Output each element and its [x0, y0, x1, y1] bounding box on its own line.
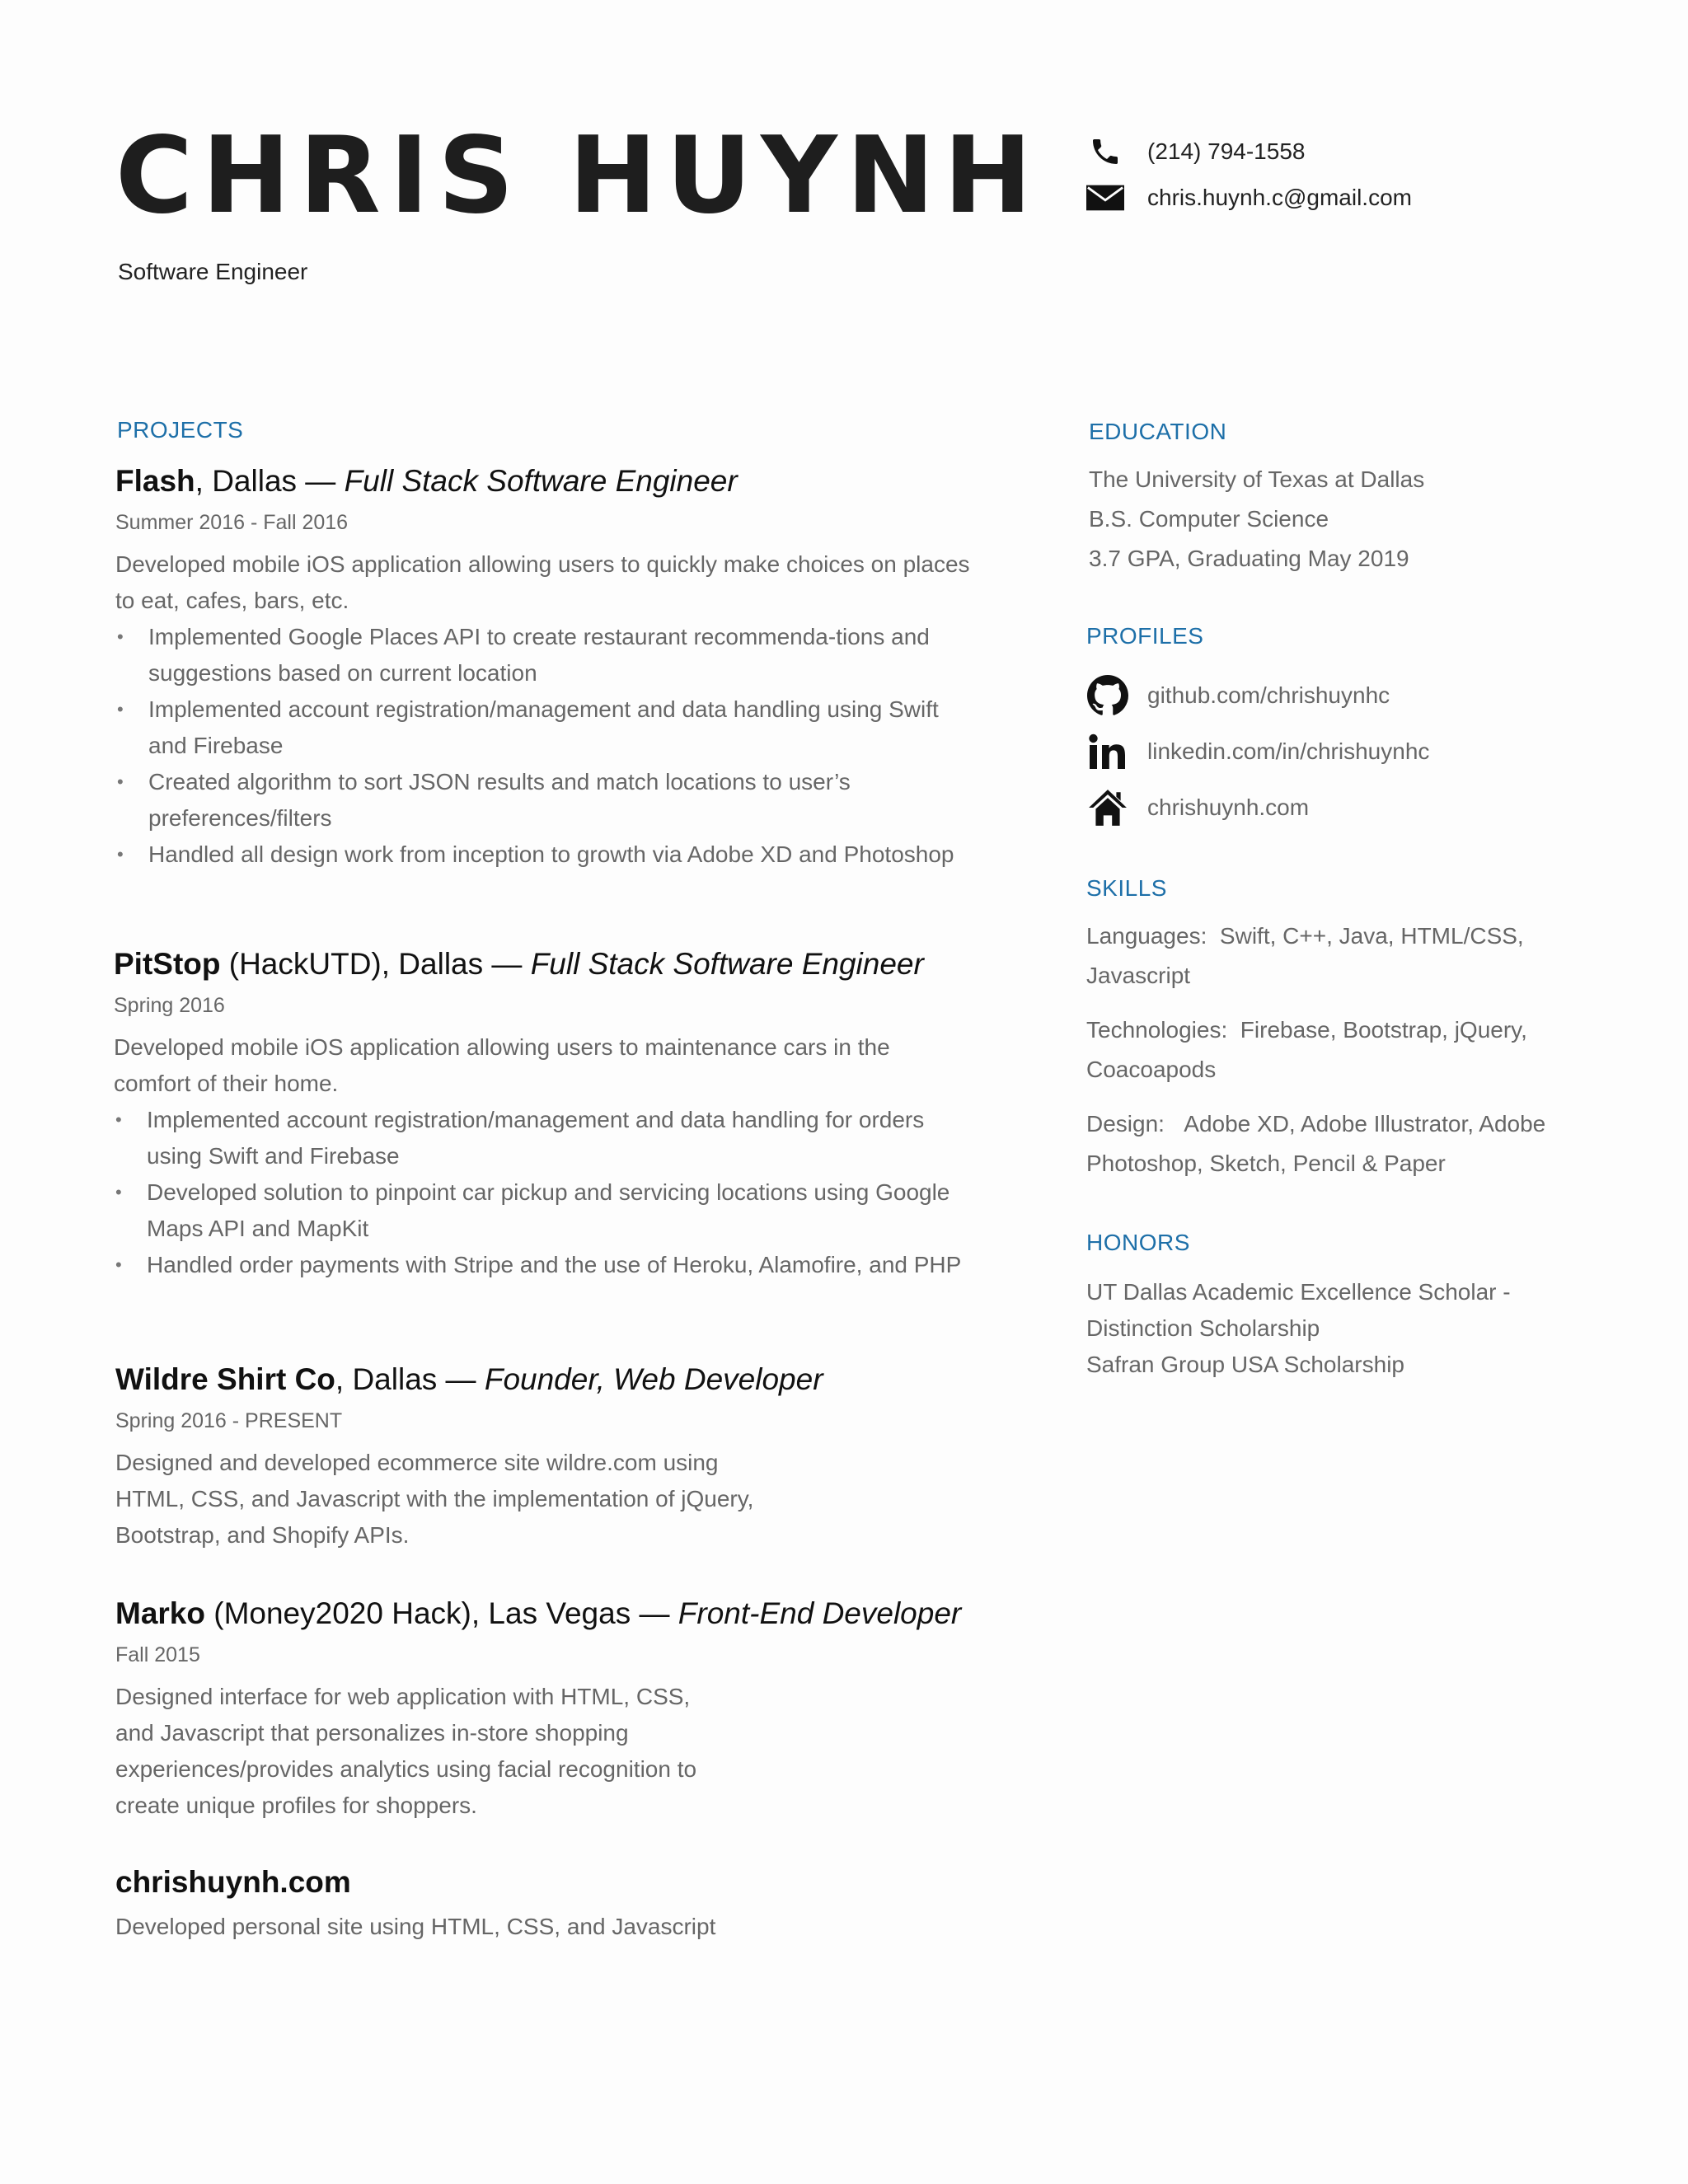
project-title — [114, 946, 971, 982]
education-gpa: 3.7 GPA, Graduating May 2019 — [1089, 546, 1409, 571]
bullet-item: • Handled order payments with Stripe and the use of Heroku, Alamofire, and PHP — [114, 1247, 971, 1283]
mail-icon — [1086, 181, 1124, 214]
github-icon — [1086, 674, 1129, 717]
project-pitstop — [114, 946, 971, 1283]
honor-item: Safran Group USA Scholarship — [1086, 1352, 1404, 1377]
bullet-item: • Developed solution to pinpoint car pickup and servicing locations using Google Maps API and MapKit — [114, 1174, 971, 1247]
project-role: Founder, Web Developer — [484, 1362, 823, 1396]
project-location: , Dallas — — [335, 1362, 485, 1396]
profile-github[interactable] — [1086, 668, 1614, 724]
project-description: Designed interface for web application with HTML, CSS, and Javascript that personalizes in-store shopping experiences/provides analytics using facial recognition to create unique profiles for shoppers. — [115, 1684, 697, 1819]
project-personal-site — [115, 1864, 973, 1945]
candidate-title: Software Engineer — [118, 259, 308, 284]
project-dates: Spring 2016 - PRESENT — [115, 1409, 343, 1433]
phone-contact — [1086, 135, 1305, 168]
project-flash — [115, 463, 973, 873]
skills-section — [1086, 916, 1581, 1198]
education-school: The University of Texas at Dallas — [1089, 466, 1425, 492]
bullet-item: • Handled all design work from inception to growth via Adobe XD and Photoshop — [115, 837, 973, 873]
honors-section — [1086, 1274, 1548, 1383]
skill-languages — [1086, 916, 1581, 996]
education-section — [1089, 460, 1616, 579]
skill-value: Swift, C++, Java, HTML/CSS, Javascript — [1086, 923, 1524, 988]
project-bullets — [115, 619, 973, 873]
phone-number: (214) 794-1558 — [1147, 138, 1306, 164]
bullet-item: • Implemented account registration/management and data handling using Swift and Firebase — [115, 691, 973, 764]
project-marko — [115, 1596, 962, 1824]
skill-value: Adobe XD, Adobe Illustrator, Adobe Photoshop, Sketch, Pencil & Paper — [1086, 1111, 1546, 1176]
project-bullets — [114, 1102, 971, 1283]
project-title — [115, 1361, 823, 1398]
project-description: Designed and developed ecommerce site wildre.com using HTML, CSS, and Javascript with the implementation of jQuery, Bootstrap, and Shopify APIs. — [115, 1450, 754, 1549]
project-name: Wildre Shirt Co — [115, 1362, 335, 1396]
email-contact — [1086, 181, 1412, 214]
project-location: (Money2020 Hack), Las Vegas — — [204, 1596, 678, 1630]
project-role: Full Stack Software Engineer — [344, 464, 738, 498]
project-name: Flash — [115, 464, 195, 498]
projects-heading: PROJECTS — [117, 417, 244, 443]
profile-link-text: github.com/chrishuynhc — [1147, 682, 1390, 708]
project-location: , Dallas — — [195, 464, 345, 498]
skill-value: Firebase, Bootstrap, jQuery, Coacoapods — [1086, 1017, 1527, 1082]
bullet-item: • Implemented Google Places API to create restaurant recommenda-tions and suggestions based on current location — [115, 619, 973, 691]
bullet-item: • Implemented account registration/management and data handling for orders using Swift and Firebase — [114, 1102, 971, 1174]
project-name: chrishuynh.com — [115, 1865, 351, 1899]
skills-heading: SKILLS — [1086, 875, 1167, 901]
profile-link-text: chrishuynh.com — [1147, 794, 1310, 820]
skill-technologies — [1086, 1010, 1581, 1090]
project-description: Developed mobile iOS application allowing users to quickly make choices on places to eat, cafes, bars, etc. — [115, 551, 970, 614]
project-dates: Summer 2016 - Fall 2016 — [115, 511, 349, 535]
project-name: Marko — [115, 1596, 205, 1630]
email-address: chris.huynh.c@gmail.com — [1147, 185, 1412, 210]
project-title — [115, 463, 973, 499]
education-degree: B.S. Computer Science — [1089, 506, 1329, 532]
profile-website[interactable] — [1086, 780, 1614, 836]
project-wildre — [115, 1361, 823, 1554]
project-description: Developed personal site using HTML, CSS, and Javascript — [115, 1914, 716, 1940]
skill-design — [1086, 1104, 1581, 1183]
education-heading: EDUCATION — [1089, 419, 1227, 444]
candidate-name: CHRIS HUYNH — [115, 115, 1041, 237]
profiles-section — [1086, 668, 1614, 836]
skill-label: Design: — [1086, 1111, 1165, 1137]
honors-heading: HONORS — [1086, 1230, 1190, 1255]
project-title — [115, 1596, 962, 1632]
linkedin-icon — [1086, 730, 1129, 773]
home-icon — [1086, 786, 1129, 829]
phone-icon — [1086, 135, 1124, 168]
project-title — [115, 1864, 973, 1900]
project-description: Developed mobile iOS application allowing users to maintenance cars in the comfort of their home. — [114, 1034, 890, 1097]
project-dates: Fall 2015 — [115, 1643, 200, 1667]
project-dates: Spring 2016 — [114, 994, 225, 1018]
profile-link-text: linkedin.com/in/chrishuynhc — [1147, 738, 1430, 764]
profiles-heading: PROFILES — [1086, 623, 1204, 649]
project-name: PitStop — [114, 947, 221, 981]
project-role: Full Stack Software Engineer — [530, 947, 924, 981]
skill-label: Technologies: — [1086, 1017, 1228, 1043]
project-role: Front-End Developer — [678, 1596, 962, 1630]
bullet-item: • Created algorithm to sort JSON results and match locations to user’s preferences/filters — [115, 764, 973, 837]
honor-item: UT Dallas Academic Excellence Scholar - Distinction Scholarship — [1086, 1279, 1511, 1341]
skill-label: Languages: — [1086, 923, 1207, 949]
profile-linkedin[interactable] — [1086, 724, 1614, 780]
project-location: (HackUTD), Dallas — — [220, 947, 531, 981]
